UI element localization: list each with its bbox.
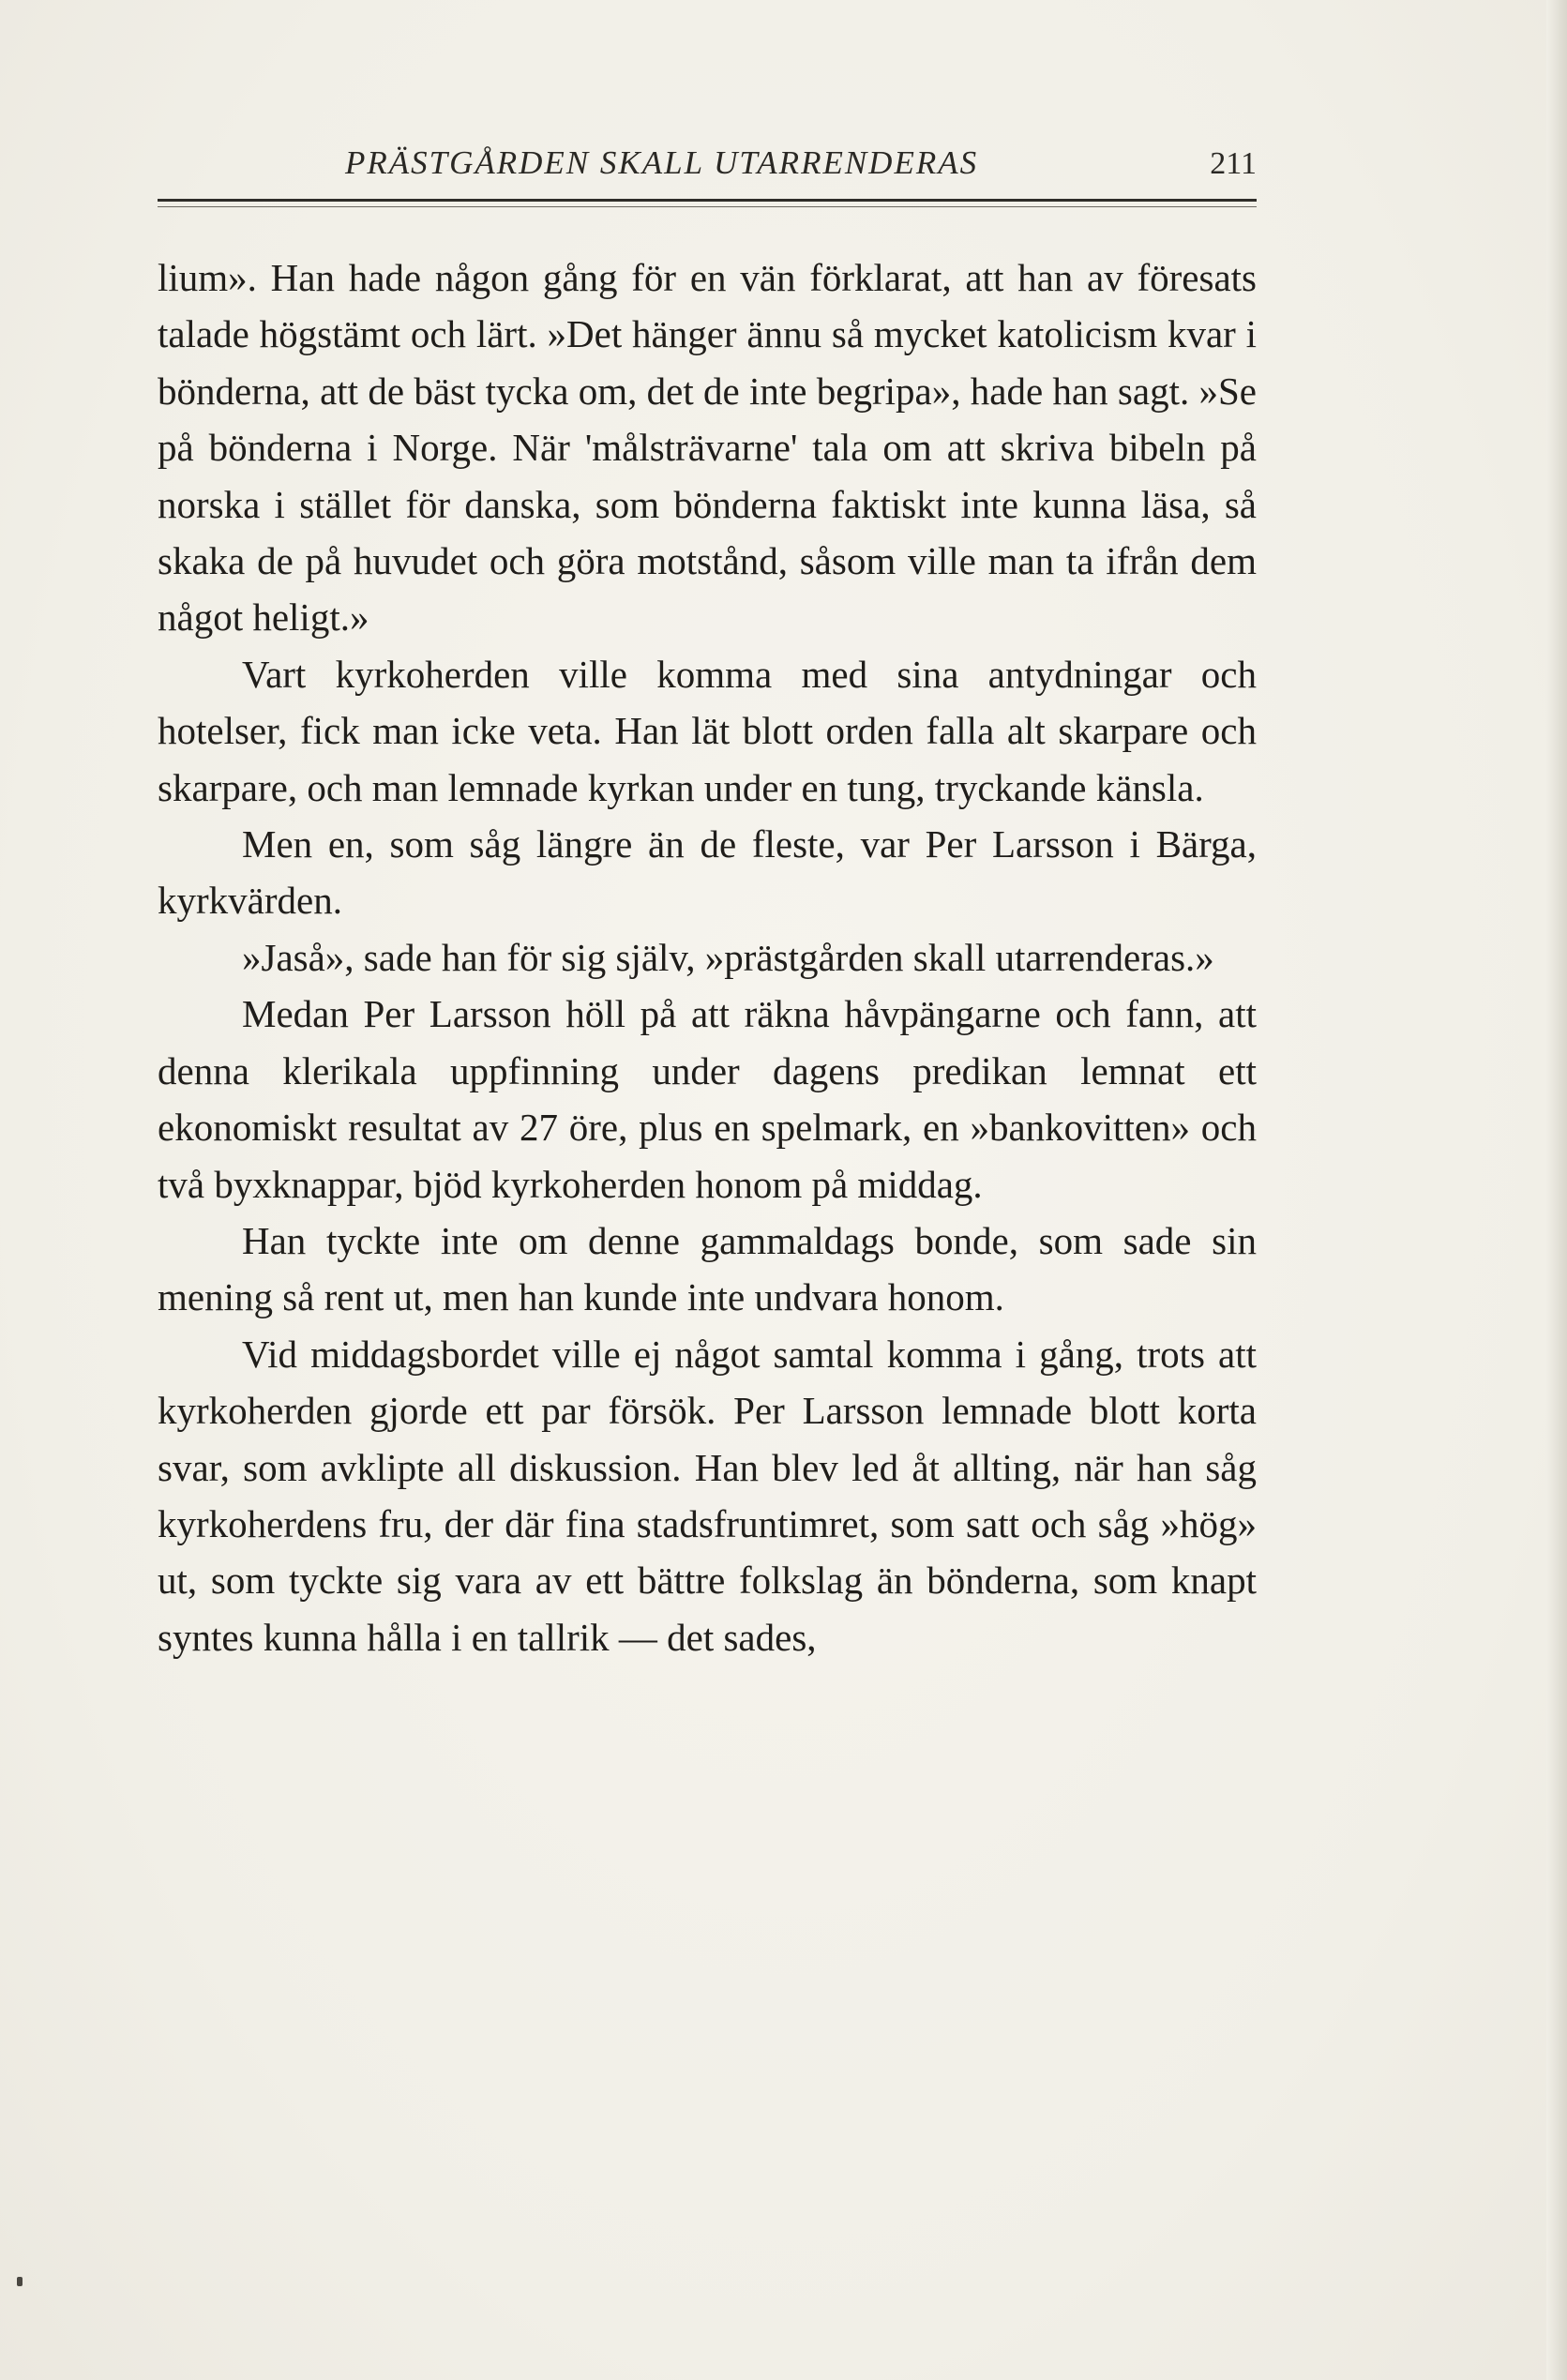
- page-number: 211: [1210, 146, 1257, 181]
- header-rule-thick: [158, 199, 1257, 202]
- paragraph-7: Vid middagsbordet ville ej något samtal komma i gång, trots att kyrkoherden gjorde ett par försök. Per Larsson lemnade blott korta svar, som avklipte all diskussion. Han blev led åt allting, när han såg kyrkoherdens fru, der där fina stadsfruntimret, som satt och såg »hög» ut, som tyckte sig vara av ett bättre folkslag än bönderna, som knapt syntes kunna hålla i en tallrik — det sades,: [158, 1332, 1257, 1659]
- page-edge-shadow: [1546, 0, 1567, 2380]
- paragraph-3: Men en, som såg längre än de fleste, var Per Larsson i Bärga, kyrkvärden.: [158, 822, 1257, 923]
- page-header: [158, 139, 1257, 199]
- paragraph-4: »Jaså», sade han för sig själv, »prästgården skall utarrenderas.»: [242, 935, 1214, 979]
- running-title: PRÄSTGÅRDEN SKALL UTARRENDERAS: [345, 144, 979, 181]
- header-rule-thin: [158, 206, 1257, 207]
- body-text: [158, 249, 1257, 1665]
- paragraph-2: Vart kyrkoherden ville komma med sina antydningar och hotelser, fick man icke veta. Han lät blott orden falla alt skarpare och skarpare, och man lemnade kyrkan under en tung, tryckande känsla.: [158, 652, 1257, 809]
- margin-speck: [17, 2277, 23, 2286]
- paragraph-6: Han tyckte inte om denne gammaldags bonde, som sade sin mening så rent ut, men han kunde inte undvara honom.: [158, 1218, 1257, 1319]
- paragraph-1: lium». Han hade någon gång för en vän förklarat, att han av föresats talade högstämt och lärt. »Det hänger ännu så mycket katolicism kvar i bönderna, att de bäst tycka om, det de inte begripa», hade han sagt. »Se på bönderna i Norge. När 'målsträvarne' tala om att skriva bibeln på norska i stället för danska, som bönderna faktiskt inte kunna läsa, så skaka de på huvudet och göra motstånd, såsom ville man ta ifrån dem något heligt.»: [158, 256, 1257, 640]
- paragraph-5: Medan Per Larsson höll på att räkna håvpängarne och fann, att denna klerikala uppfinning under dagens predikan lemnat ett ekonomiskt resultat av 27 öre, plus en spelmark, en »bankovitten» och två byxknappar, bjöd kyrkoherden honom på middag.: [158, 992, 1257, 1206]
